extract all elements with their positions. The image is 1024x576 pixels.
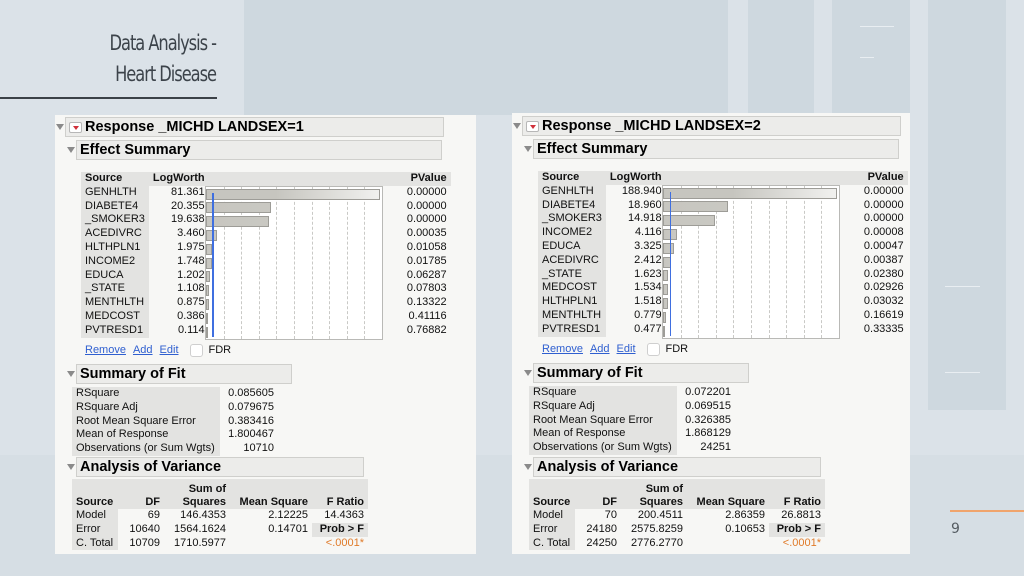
effect-pvalue: 0.00000 [863,184,904,197]
anova-f: Prob > F [312,523,368,537]
col-df: DF [118,479,164,509]
fit-label: RSquare Adj [72,401,220,415]
effect-source: _STATE [81,282,149,296]
effect-source: HLTHPLN1 [81,241,149,255]
effect-logworth: 0.779 [634,308,662,321]
edit-link[interactable]: Edit [159,344,179,357]
anova-source: Error [72,523,118,537]
disclosure-triangle-icon[interactable] [524,370,532,376]
fit-label: Mean of Response [529,427,677,441]
effect-logworth: 2.412 [634,253,662,266]
effect-summary-header[interactable] [76,140,442,160]
anova-row [72,509,368,523]
summary-of-fit-title: Summary of Fit [537,365,643,381]
effect-pvalue: 0.01785 [406,254,447,267]
add-link[interactable]: Add [132,344,153,357]
col-ss-line1: Sum of [188,483,226,495]
effect-links [85,344,231,357]
anova-ms: 0.14701 [268,522,308,535]
background-block [244,0,728,115]
anova-row [529,537,825,551]
fdr-label: FDR [665,343,689,356]
significance-line [212,193,214,337]
fit-row [72,442,278,456]
fit-row [529,386,735,400]
response-header[interactable] [65,117,444,137]
effect-logworth: 3.460 [177,227,205,240]
effect-summary-header[interactable] [533,139,899,159]
background-tick [860,57,874,58]
effect-logworth: 188.940 [621,184,662,197]
anova-source: Model [72,509,118,523]
effect-logworth: 1.518 [634,295,662,308]
anova-source: Model [529,509,575,523]
anova-ss: 200.4511 [637,509,683,521]
slide-title [82,28,216,90]
fit-label: Root Mean Square Error [529,414,677,428]
effect-pvalue: 0.00008 [863,226,904,239]
fit-value: 0.383416 [228,414,274,427]
fit-row [72,428,278,442]
logworth-bar [663,243,674,254]
effect-logworth: 1.108 [177,282,205,295]
effect-pvalue: 0.76882 [406,323,447,336]
effect-links [542,343,688,356]
effect-summary-title: Effect Summary [80,142,191,158]
fit-row [529,400,735,414]
logworth-bar [206,244,212,255]
fit-row [529,441,735,455]
col-logworth: LogWorth [606,171,666,185]
anova-ss: 2575.8259 [631,522,683,535]
anova-df: 10640 [129,522,160,535]
effect-source: EDUCA [81,269,149,283]
effect-source: EDUCA [538,240,606,254]
effect-source: ACEDIVRC [81,227,149,241]
logworth-bar [206,327,208,338]
effect-source: PVTRESD1 [81,324,149,338]
anova-ms [230,537,312,551]
anova-row [529,523,825,537]
col-source: Source [72,479,118,509]
effect-source: GENHLTH [538,185,606,199]
anova-row [72,523,368,537]
effect-logworth: 14.918 [628,212,662,225]
effect-pvalue: 0.02926 [863,281,904,294]
effect-logworth: 1.202 [177,268,205,281]
fit-value: 10710 [243,442,274,455]
effect-pvalue: 0.03032 [863,295,904,308]
fdr-label: FDR [208,344,232,357]
jmp-report-landsex-2 [512,113,910,554]
page-number: 9 [951,521,960,537]
add-link[interactable]: Add [589,343,610,356]
effect-logworth: 1.748 [177,254,205,267]
logworth-bar-chart [662,185,840,339]
anova-f: 26.8813 [781,509,821,521]
fit-label: RSquare [529,386,677,400]
fit-label: RSquare Adj [529,400,677,414]
summary-of-fit-header[interactable] [76,364,292,384]
logworth-bar [663,270,668,281]
fit-value: 0.079675 [228,400,274,413]
col-source: Source [529,479,575,509]
fit-row [529,414,735,428]
col-pvalue: PValue [387,172,451,186]
anova-table [72,479,368,550]
disclosure-triangle-icon[interactable] [524,146,532,152]
summary-of-fit-table [72,387,278,456]
significance-line [670,192,672,336]
fit-value: 1.868129 [685,427,731,440]
effect-pvalue: 0.33335 [863,322,904,335]
effect-logworth: 0.875 [177,296,205,309]
col-f: F Ratio [312,479,368,509]
effect-source: DIABETE4 [81,200,149,214]
effect-pvalue: 0.01058 [406,240,447,253]
logworth-bar [663,298,668,309]
title-line-2: Heart Disease [115,62,216,86]
background-tick [945,372,980,373]
col-ss-line2: Squares [639,496,683,508]
response-header[interactable] [522,116,901,136]
response-title: Response _MICHD LANDSEX=2 [542,118,761,134]
effect-pvalue: 0.00000 [406,199,447,212]
anova-row [72,537,368,551]
logworth-bar [206,285,209,296]
anova-source: C. Total [529,537,575,551]
fit-label: Observations (or Sum Wgts) [529,441,677,455]
anova-ss: 1564.1624 [174,522,226,535]
fit-label: Root Mean Square Error [72,415,220,429]
disclosure-triangle-icon[interactable] [524,464,532,470]
title-underline [0,97,217,99]
effect-source: GENHLTH [81,186,149,200]
effect-source: INCOME2 [538,226,606,240]
anova-ss: 2776.2770 [631,536,683,549]
edit-link[interactable]: Edit [616,343,636,356]
anova-df: 24250 [586,536,617,549]
background-column [928,0,1006,410]
anova-row [529,509,825,523]
col-logworth: LogWorth [149,172,209,186]
effect-logworth: 1.623 [634,267,662,280]
effect-pvalue: 0.16619 [863,308,904,321]
fit-row [72,401,278,415]
col-source: Source [81,172,149,186]
effect-pvalue: 0.13322 [406,296,447,309]
logworth-bar [663,284,668,295]
effect-source: _STATE [538,268,606,282]
logworth-bar [206,258,212,269]
fit-row [529,427,735,441]
anova-df: 70 [604,509,617,521]
fit-value: 1.800467 [228,428,274,441]
logworth-bar [206,271,210,282]
effect-logworth: 3.325 [634,239,662,252]
effect-logworth: 0.477 [634,322,662,335]
anova-title: Analysis of Variance [537,459,679,475]
effect-logworth: 4.116 [634,226,662,239]
logworth-bar [206,202,271,213]
anova-ss: 146.4353 [180,509,226,521]
logworth-bar [206,189,380,200]
fit-label: RSquare [72,387,220,401]
response-title: Response _MICHD LANDSEX=1 [85,119,304,135]
logworth-bar-chart [205,186,383,340]
anova-table [529,479,825,550]
fit-label: Mean of Response [72,428,220,442]
col-ms: Mean Square [687,479,769,509]
effect-pvalue: 0.07803 [406,282,447,295]
logworth-bar [206,313,208,324]
effect-source: _SMOKER3 [538,212,606,226]
logworth-bar [663,312,666,323]
effect-source: DIABETE4 [538,199,606,213]
anova-f: Prob > F [769,523,825,537]
effect-pvalue: 0.00000 [863,198,904,211]
anova-df: 69 [147,509,160,521]
anova-ss: 1710.5977 [174,536,226,549]
anova-title: Analysis of Variance [80,459,222,475]
effect-pvalue: 0.00047 [863,239,904,252]
col-ss-line2: Squares [182,496,226,508]
jmp-report-landsex-1 [55,115,476,554]
effect-logworth: 0.114 [177,323,205,336]
effect-source: MENTHLTH [81,296,149,310]
anova-source: Error [529,523,575,537]
effect-pvalue: 0.00000 [406,213,447,226]
effect-pvalue: 0.06287 [406,268,447,281]
col-pvalue: PValue [844,171,908,185]
background-tick [860,26,894,27]
remove-link[interactable]: Remove [85,344,126,357]
anova-f: <.0001* [782,536,821,549]
effect-logworth: 18.960 [628,198,662,211]
anova-ms: 2.86359 [725,509,765,521]
effect-source: INCOME2 [81,255,149,269]
effect-source: MENTHLTH [538,309,606,323]
anova-header[interactable] [533,457,821,477]
col-f: F Ratio [769,479,825,509]
effect-summary-title: Effect Summary [537,141,648,157]
fit-row [72,387,278,401]
fit-value: 24251 [700,441,731,454]
red-triangle-menu-icon[interactable] [69,122,82,133]
background-tick [945,286,980,287]
col-ss-line1: Sum of [645,483,683,495]
anova-df: 10709 [129,536,160,549]
fit-value: 0.072201 [685,386,731,398]
effect-source: MEDCOST [81,310,149,324]
remove-link[interactable]: Remove [542,343,583,356]
summary-of-fit-header[interactable] [533,363,749,383]
effect-source: _SMOKER3 [81,213,149,227]
logworth-bar [206,299,209,310]
col-source: Source [538,171,606,185]
anova-f: <.0001* [325,536,364,549]
disclosure-triangle-icon[interactable] [67,371,75,377]
disclosure-triangle-icon[interactable] [513,123,521,129]
anova-ms [687,537,769,551]
fit-row [72,415,278,429]
disclosure-triangle-icon[interactable] [67,147,75,153]
fdr-checkbox[interactable] [647,343,660,356]
anova-source: C. Total [72,537,118,551]
anova-ms: 2.12225 [268,509,308,521]
title-line-1: Data Analysis - [109,31,216,55]
accent-rule [950,510,1024,512]
logworth-bar [663,201,728,212]
logworth-bar [206,216,269,227]
effect-pvalue: 0.41116 [408,309,447,322]
effect-logworth: 81.361 [171,185,205,198]
effect-source: HLTHPLN1 [538,295,606,309]
col-ms: Mean Square [230,479,312,509]
effect-pvalue: 0.00000 [863,212,904,225]
logworth-bar [663,326,665,337]
fit-value: 0.326385 [685,413,731,426]
effect-logworth: 19.638 [171,213,205,226]
effect-source: ACEDIVRC [538,254,606,268]
fit-value: 0.085605 [228,387,274,399]
effect-logworth: 0.386 [177,309,205,322]
fdr-checkbox[interactable] [190,344,203,357]
anova-ms: 0.10653 [725,522,765,535]
effect-logworth: 1.534 [634,281,662,294]
effect-source: MEDCOST [538,281,606,295]
red-triangle-menu-icon[interactable] [526,121,539,132]
anova-df: 24180 [586,522,617,535]
anova-header[interactable] [76,457,364,477]
background-column [748,0,814,115]
effect-logworth: 20.355 [171,199,205,212]
effect-source: PVTRESD1 [538,323,606,337]
summary-of-fit-title: Summary of Fit [80,366,186,382]
effect-pvalue: 0.00000 [406,185,447,198]
fit-value: 0.069515 [685,399,731,412]
effect-pvalue: 0.02380 [863,267,904,280]
effect-pvalue: 0.00387 [863,253,904,266]
anova-f: 14.4363 [324,509,364,521]
logworth-bar [663,188,837,199]
fit-label: Observations (or Sum Wgts) [72,442,220,456]
col-df: DF [575,479,621,509]
disclosure-triangle-icon[interactable] [67,464,75,470]
effect-pvalue: 0.00035 [406,227,447,240]
disclosure-triangle-icon[interactable] [56,124,64,130]
summary-of-fit-table [529,386,735,455]
effect-logworth: 1.975 [177,240,205,253]
